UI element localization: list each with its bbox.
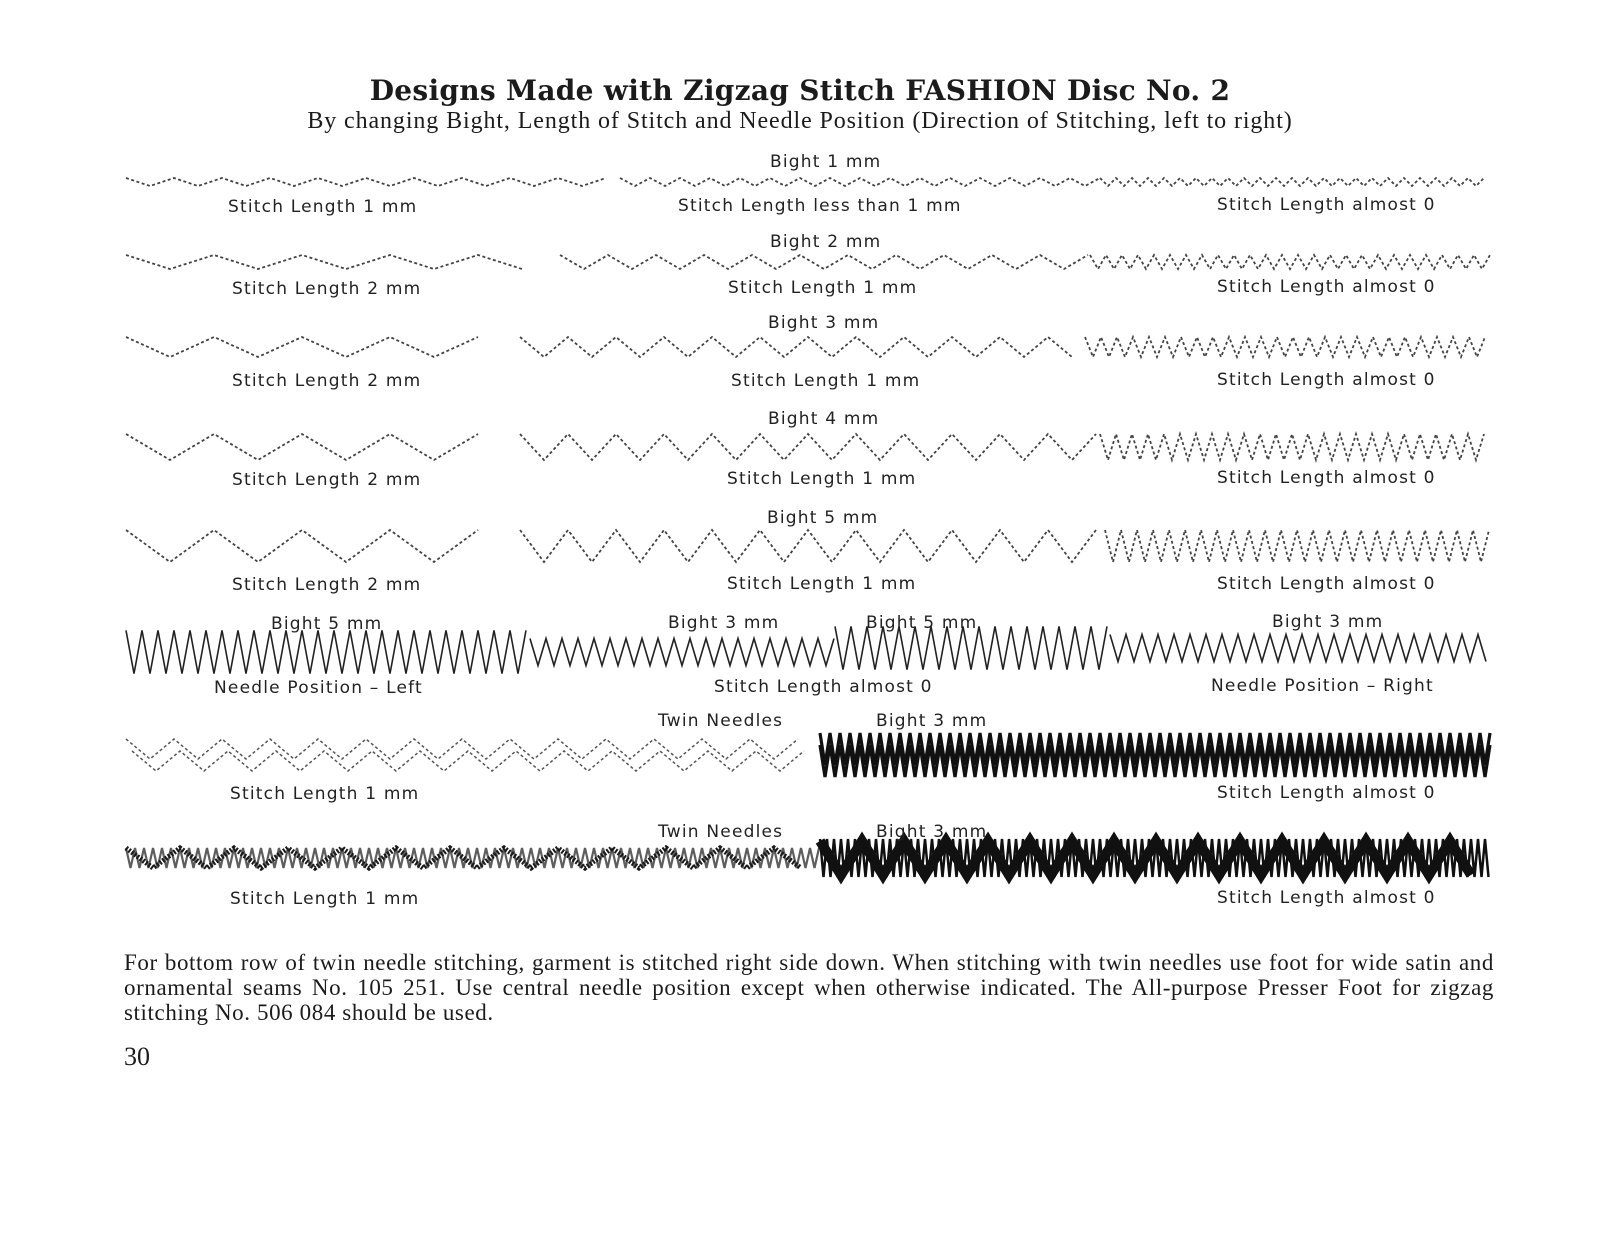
row2-top-label: Bight 2 mm bbox=[770, 232, 882, 252]
stitch-row6-segment2 bbox=[530, 639, 834, 666]
stitch-row4-segment2 bbox=[520, 434, 1096, 460]
row6-top-label-4: Bight 3 mm bbox=[1272, 612, 1384, 632]
page-title: Designs Made with Zigzag Stitch FASHION Disc No. 2 bbox=[369, 74, 1231, 107]
usage-note: For bottom row of twin needle stitching, garment is stitched right side down. When stitching with twin needles use foot for wide satin and ornamental seams No. 105 251. Use central needle position except when otherwise indicated. The All-purpose Presser Foot for zigzag stitching No. 506 084 should be used. bbox=[124, 950, 1494, 1025]
row3-top-label: Bight 3 mm bbox=[768, 313, 880, 333]
stitch-row1-segment3 bbox=[1100, 178, 1484, 186]
stitch-row3-segment1 bbox=[126, 337, 478, 357]
stitch-row2-segment1 bbox=[126, 255, 522, 269]
row4-label-left: Stitch Length 2 mm bbox=[232, 470, 422, 490]
row1-top-label: Bight 1 mm bbox=[770, 152, 882, 172]
stitch-row1-segment1 bbox=[126, 178, 606, 186]
page-number: 30 bbox=[124, 1042, 150, 1071]
stitch-row4-segment1 bbox=[126, 434, 478, 460]
row6-label-center: Stitch Length almost 0 bbox=[714, 677, 933, 697]
row5-top-label: Bight 5 mm bbox=[767, 508, 879, 528]
row2-label-center: Stitch Length 1 mm bbox=[728, 278, 918, 298]
stitch-row5-segment2 bbox=[520, 530, 1096, 562]
stitch-row1-segment2 bbox=[620, 178, 1100, 186]
stitch-row2-segment2 bbox=[560, 255, 1088, 269]
row1-label-center: Stitch Length less than 1 mm bbox=[678, 196, 962, 216]
stitch-row5-segment1 bbox=[126, 530, 478, 562]
row6-top-label-3: Bight 5 mm bbox=[866, 613, 978, 633]
row7-top-label-1: Twin Needles bbox=[658, 711, 784, 731]
row7-top-label-2: Bight 3 mm bbox=[876, 711, 988, 731]
stitch-row2-segment3 bbox=[1090, 255, 1490, 269]
row8-top-label-1: Twin Needles bbox=[658, 822, 784, 842]
row6-top-label-2: Bight 3 mm bbox=[668, 613, 780, 633]
row6-label-right: Needle Position – Right bbox=[1211, 676, 1434, 696]
stitch-row7-segment1-b bbox=[132, 751, 804, 771]
row4-label-center: Stitch Length 1 mm bbox=[727, 469, 917, 489]
row7-label-left: Stitch Length 1 mm bbox=[230, 784, 420, 804]
row2-label-right: Stitch Length almost 0 bbox=[1217, 277, 1436, 297]
row4-label-right: Stitch Length almost 0 bbox=[1217, 468, 1436, 488]
stitch-row3-segment2 bbox=[520, 337, 1072, 357]
row1-label-left: Stitch Length 1 mm bbox=[228, 197, 418, 217]
stitch-row5-segment3 bbox=[1105, 530, 1489, 562]
row5-label-center: Stitch Length 1 mm bbox=[727, 574, 917, 594]
row8-top-label-2: Bight 3 mm bbox=[876, 822, 988, 842]
row4-top-label: Bight 4 mm bbox=[768, 409, 880, 429]
row1-label-right: Stitch Length almost 0 bbox=[1217, 195, 1436, 215]
row6-label-left: Needle Position – Left bbox=[214, 678, 423, 698]
stitch-row6-segment1 bbox=[126, 630, 526, 673]
stitch-row4-segment3 bbox=[1100, 434, 1484, 460]
row6-top-label-1: Bight 5 mm bbox=[271, 614, 383, 634]
row5-label-left: Stitch Length 2 mm bbox=[232, 575, 422, 595]
row2-label-left: Stitch Length 2 mm bbox=[232, 279, 422, 299]
row3-label-left: Stitch Length 2 mm bbox=[232, 371, 422, 391]
row8-label-left: Stitch Length 1 mm bbox=[230, 889, 420, 909]
stitch-row6-segment4 bbox=[1110, 635, 1486, 662]
row3-label-right: Stitch Length almost 0 bbox=[1217, 370, 1436, 390]
row8-label-right: Stitch Length almost 0 bbox=[1217, 888, 1436, 908]
row7-label-right: Stitch Length almost 0 bbox=[1217, 783, 1436, 803]
stitch-row3-segment3 bbox=[1085, 337, 1485, 357]
page-subtitle: By changing Bight, Length of Stitch and Needle Position (Direction of Stitching, left to right) bbox=[307, 108, 1293, 134]
row5-label-right: Stitch Length almost 0 bbox=[1217, 574, 1436, 594]
row3-label-center: Stitch Length 1 mm bbox=[731, 371, 921, 391]
